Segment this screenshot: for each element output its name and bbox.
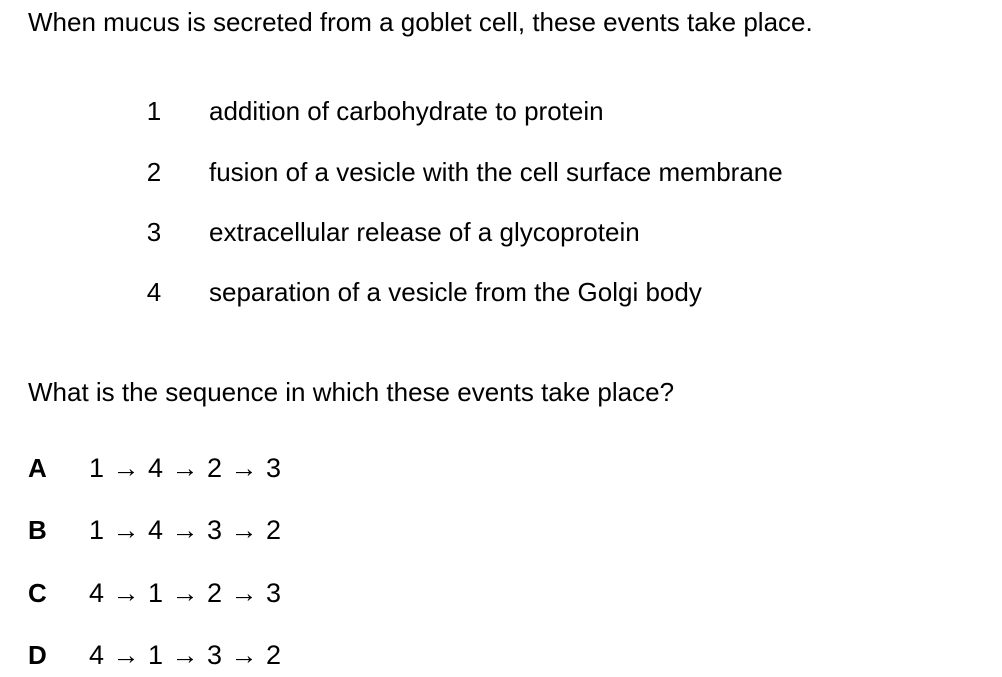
event-item-4 <box>0 274 1000 310</box>
option-letter: A <box>28 453 47 483</box>
option-letter: D <box>28 640 47 670</box>
option-b[interactable] <box>0 512 600 552</box>
event-item-1 <box>0 93 1000 129</box>
event-text: fusion of a vesicle with the cell surface membrane <box>209 157 783 187</box>
option-letter: B <box>28 515 47 545</box>
option-d[interactable] <box>0 637 600 677</box>
option-letter: C <box>28 578 47 608</box>
event-text: separation of a vesicle from the Golgi body <box>209 277 702 307</box>
option-sequence: 1 → 4 → 2 → 3 <box>89 453 282 483</box>
option-sequence: 4 → 1 → 2 → 3 <box>89 578 282 608</box>
event-text: extracellular release of a glycoprotein <box>209 217 640 247</box>
question-prompt: What is the sequence in which these events take place? <box>28 377 675 407</box>
event-number: 2 <box>146 157 162 187</box>
question-stem: When mucus is secreted from a goblet cell, these events take place. <box>28 7 813 37</box>
event-number: 1 <box>146 96 162 126</box>
event-number: 3 <box>146 217 162 247</box>
option-c[interactable] <box>0 575 600 615</box>
option-a[interactable] <box>0 450 600 490</box>
option-sequence: 4 → 1 → 3 → 2 <box>89 640 282 670</box>
event-item-2 <box>0 154 1000 190</box>
event-text: addition of carbohydrate to protein <box>209 96 604 126</box>
event-number: 4 <box>146 277 162 307</box>
option-sequence: 1 → 4 → 3 → 2 <box>89 515 282 545</box>
event-item-3 <box>0 214 1000 250</box>
